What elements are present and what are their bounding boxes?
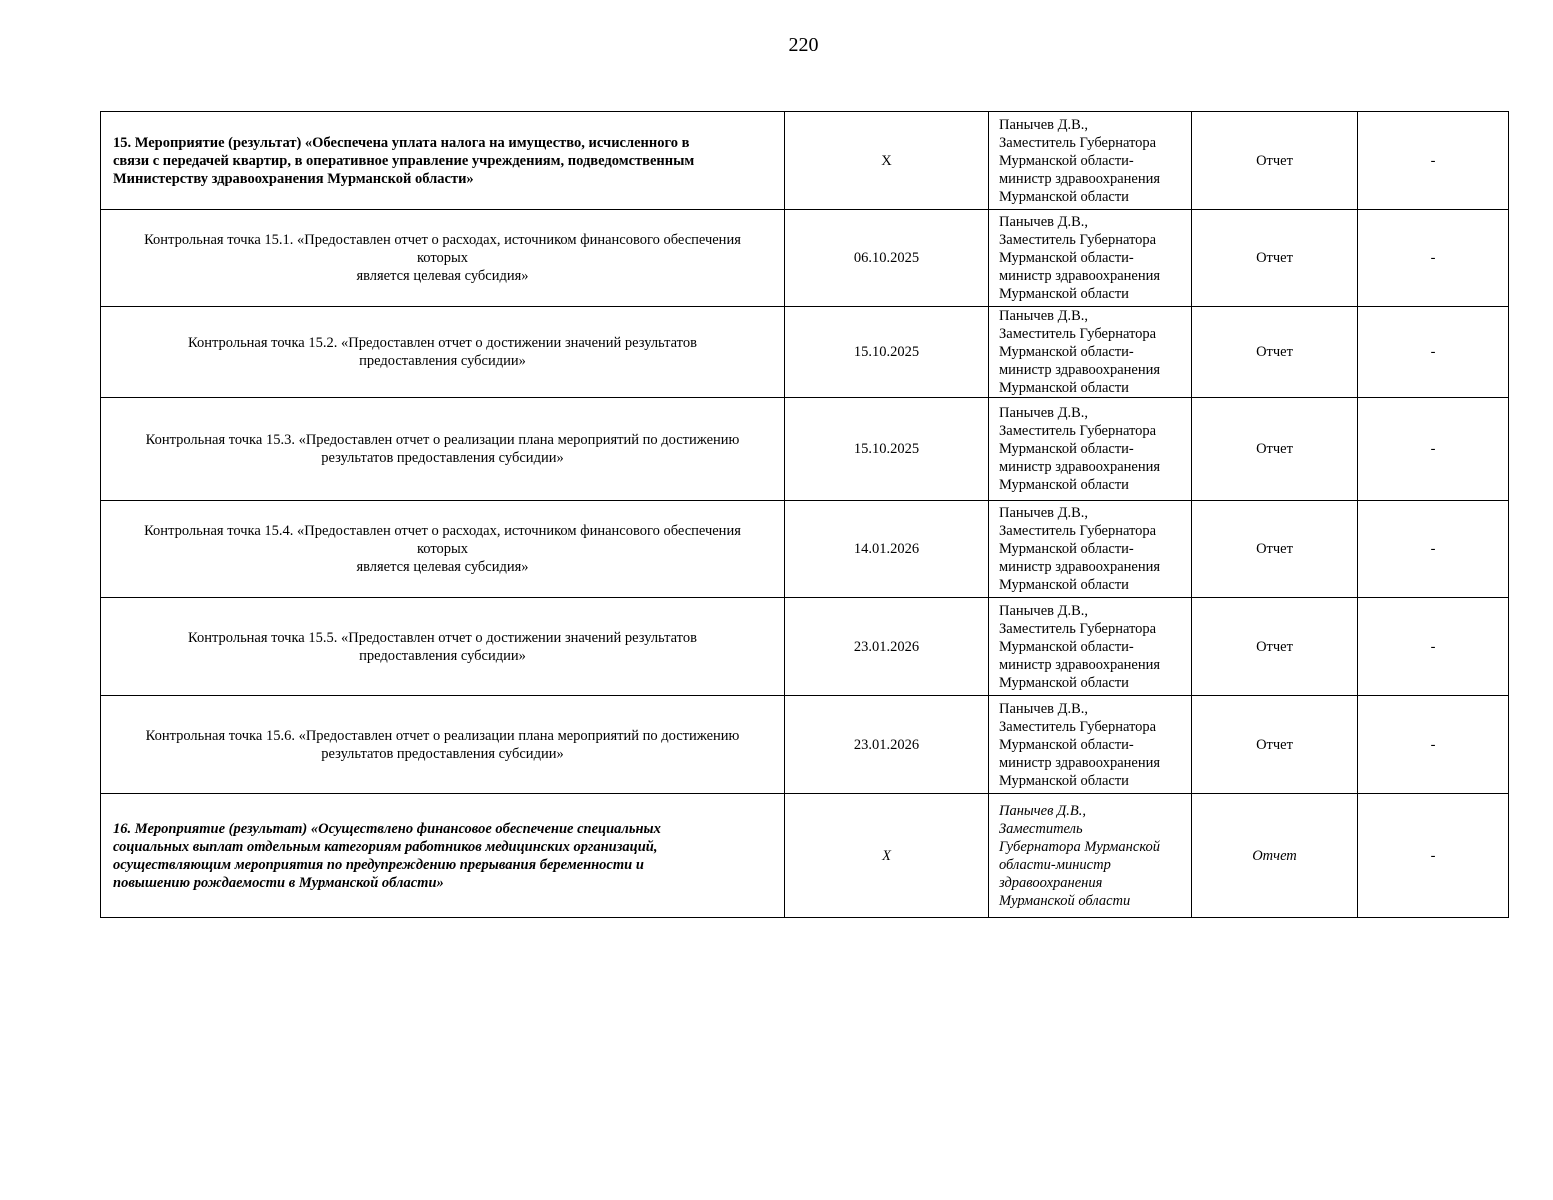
document-cell: Отчет [1192, 501, 1358, 598]
name-cell [101, 794, 785, 918]
responsible-line: Панычев Д.В., [999, 214, 1089, 230]
responsible-line: здравоохранения [999, 874, 1103, 891]
responsible-line: области-министр [999, 856, 1111, 873]
document-cell: Отчет [1192, 112, 1358, 210]
note-cell: - [1358, 307, 1509, 398]
name-line: которых [416, 541, 468, 557]
note-cell: - [1358, 210, 1509, 307]
plan-table-body [101, 112, 1509, 918]
responsible-line: Заместитель Губернатора [999, 718, 1157, 735]
responsible-line: Заместитель Губернатора [999, 232, 1157, 248]
checkpoint-row [101, 398, 1509, 501]
responsible-line: Мурманской области [999, 772, 1129, 789]
name-line: связи с передачей квартир, в оперативное управление учреждениям, подведомственным [113, 152, 695, 169]
name-line: Контрольная точка 15.3. «Предоставлен отчет о реализации плана мероприятий по достижению [145, 432, 740, 448]
note-cell: - [1358, 696, 1509, 794]
responsible-cell [989, 398, 1192, 501]
event-row [101, 794, 1509, 918]
responsible-line: Панычев Д.В., [999, 505, 1089, 521]
responsible-line: Мурманской области- [999, 638, 1134, 655]
name-line: Министерству здравоохранения Мурманской области» [113, 170, 474, 187]
document-cell: Отчет [1192, 210, 1358, 307]
responsible-line: Панычев Д.В., [999, 700, 1089, 717]
name-line: Контрольная точка 15.2. «Предоставлен отчет о достижении значений результатов [188, 335, 697, 351]
responsible-cell [989, 696, 1192, 794]
checkpoint-row [101, 501, 1509, 598]
name-cell [101, 112, 785, 210]
name-line: является целевая субсидия» [356, 559, 529, 575]
name-line: результатов предоставления субсидии» [321, 745, 564, 762]
name-line: Контрольная точка 15.1. «Предоставлен отчет о расходах, источником финансового обеспечения [144, 232, 741, 248]
responsible-line: Заместитель Губернатора [999, 423, 1157, 439]
note-cell: - [1358, 598, 1509, 696]
name-cell [101, 210, 785, 307]
date-cell: 14.01.2026 [785, 501, 989, 598]
responsible-line: Мурманской области- [999, 250, 1134, 266]
responsible-line: Заместитель Губернатора [999, 523, 1157, 539]
name-line: 16. Мероприятие (результат) «Осуществлено финансовое обеспечение специальных [113, 820, 661, 837]
name-line: социальных выплат отдельным категориям работников медицинских организаций, [113, 838, 658, 855]
responsible-line: Мурманской области [999, 577, 1129, 593]
responsible-line: Мурманской области [999, 286, 1129, 302]
name-cell [101, 307, 785, 398]
date-cell: 15.10.2025 [785, 307, 989, 398]
responsible-line: Мурманской области- [999, 441, 1134, 457]
note-cell: - [1358, 501, 1509, 598]
date-cell: X [785, 794, 989, 918]
responsible-line: министр здравоохранения [999, 362, 1161, 378]
responsible-line: Мурманской области [999, 674, 1129, 691]
note-cell: - [1358, 794, 1509, 918]
responsible-line: Мурманской области [999, 380, 1129, 396]
name-line: результатов предоставления субсидии» [321, 450, 564, 466]
date-cell: 23.01.2026 [785, 598, 989, 696]
name-cell [101, 598, 785, 696]
document-cell: Отчет [1192, 794, 1358, 918]
responsible-line: Мурманской области [999, 892, 1131, 909]
responsible-line: Заместитель [999, 820, 1083, 837]
date-cell: 06.10.2025 [785, 210, 989, 307]
name-line: Контрольная точка 15.5. «Предоставлен отчет о достижении значений результатов [188, 629, 697, 646]
date-cell: 15.10.2025 [785, 398, 989, 501]
document-cell: Отчет [1192, 598, 1358, 696]
document-cell: Отчет [1192, 398, 1358, 501]
name-line: которых [416, 250, 468, 266]
checkpoint-row [101, 210, 1509, 307]
name-line: Контрольная точка 15.6. «Предоставлен отчет о реализации плана мероприятий по достижению [145, 727, 740, 744]
responsible-line: Панычев Д.В., [999, 308, 1089, 324]
responsible-cell [989, 598, 1192, 696]
note-cell: - [1358, 112, 1509, 210]
responsible-line: Мурманской области- [999, 152, 1134, 169]
responsible-line: Мурманской области- [999, 541, 1134, 557]
responsible-line: министр здравоохранения [999, 459, 1161, 475]
note-cell: - [1358, 398, 1509, 501]
responsible-line: Заместитель Губернатора [999, 326, 1157, 342]
responsible-line: Заместитель Губернатора [999, 620, 1157, 637]
responsible-line: Мурманской области- [999, 736, 1134, 753]
plan-table [100, 111, 1509, 918]
responsible-line: Панычев Д.В., [999, 405, 1089, 421]
checkpoint-row [101, 696, 1509, 794]
responsible-cell [989, 794, 1192, 918]
name-line: Контрольная точка 15.4. «Предоставлен отчет о расходах, источником финансового обеспечения [144, 523, 741, 539]
document-cell: Отчет [1192, 307, 1358, 398]
responsible-cell [989, 501, 1192, 598]
date-cell: X [785, 112, 989, 210]
responsible-line: Мурманской области- [999, 344, 1134, 360]
name-cell [101, 501, 785, 598]
date-cell: 23.01.2026 [785, 696, 989, 794]
responsible-line: Мурманской области [999, 477, 1129, 493]
responsible-line: Панычев Д.В., [999, 802, 1086, 819]
responsible-cell [989, 307, 1192, 398]
name-cell [101, 398, 785, 501]
responsible-line: министр здравоохранения [999, 559, 1161, 575]
responsible-line: Панычев Д.В., [999, 116, 1089, 133]
checkpoint-row [101, 307, 1509, 398]
responsible-line: Панычев Д.В., [999, 602, 1089, 619]
name-line: является целевая субсидия» [356, 268, 529, 284]
responsible-line: министр здравоохранения [999, 656, 1161, 673]
responsible-line: Заместитель Губернатора [999, 134, 1157, 151]
responsible-line: Губернатора Мурманской [999, 838, 1161, 855]
responsible-line: министр здравоохранения [999, 268, 1161, 284]
name-line: осуществляющим мероприятия по предупреждению прерывания беременности и [113, 856, 644, 873]
name-line: предоставления субсидии» [359, 647, 526, 664]
page-number: 220 [788, 34, 819, 56]
responsible-cell [989, 112, 1192, 210]
responsible-line: Мурманской области [999, 188, 1129, 205]
name-line: предоставления субсидии» [359, 353, 526, 369]
name-line: повышению рождаемости в Мурманской области» [113, 874, 444, 891]
event-row [101, 112, 1509, 210]
responsible-cell [989, 210, 1192, 307]
name-line: 15. Мероприятие (результат) «Обеспечена уплата налога на имущество, исчисленного в [113, 134, 690, 151]
responsible-line: министр здравоохранения [999, 754, 1161, 771]
checkpoint-row [101, 598, 1509, 696]
name-cell [101, 696, 785, 794]
document-cell: Отчет [1192, 696, 1358, 794]
responsible-line: министр здравоохранения [999, 170, 1161, 187]
